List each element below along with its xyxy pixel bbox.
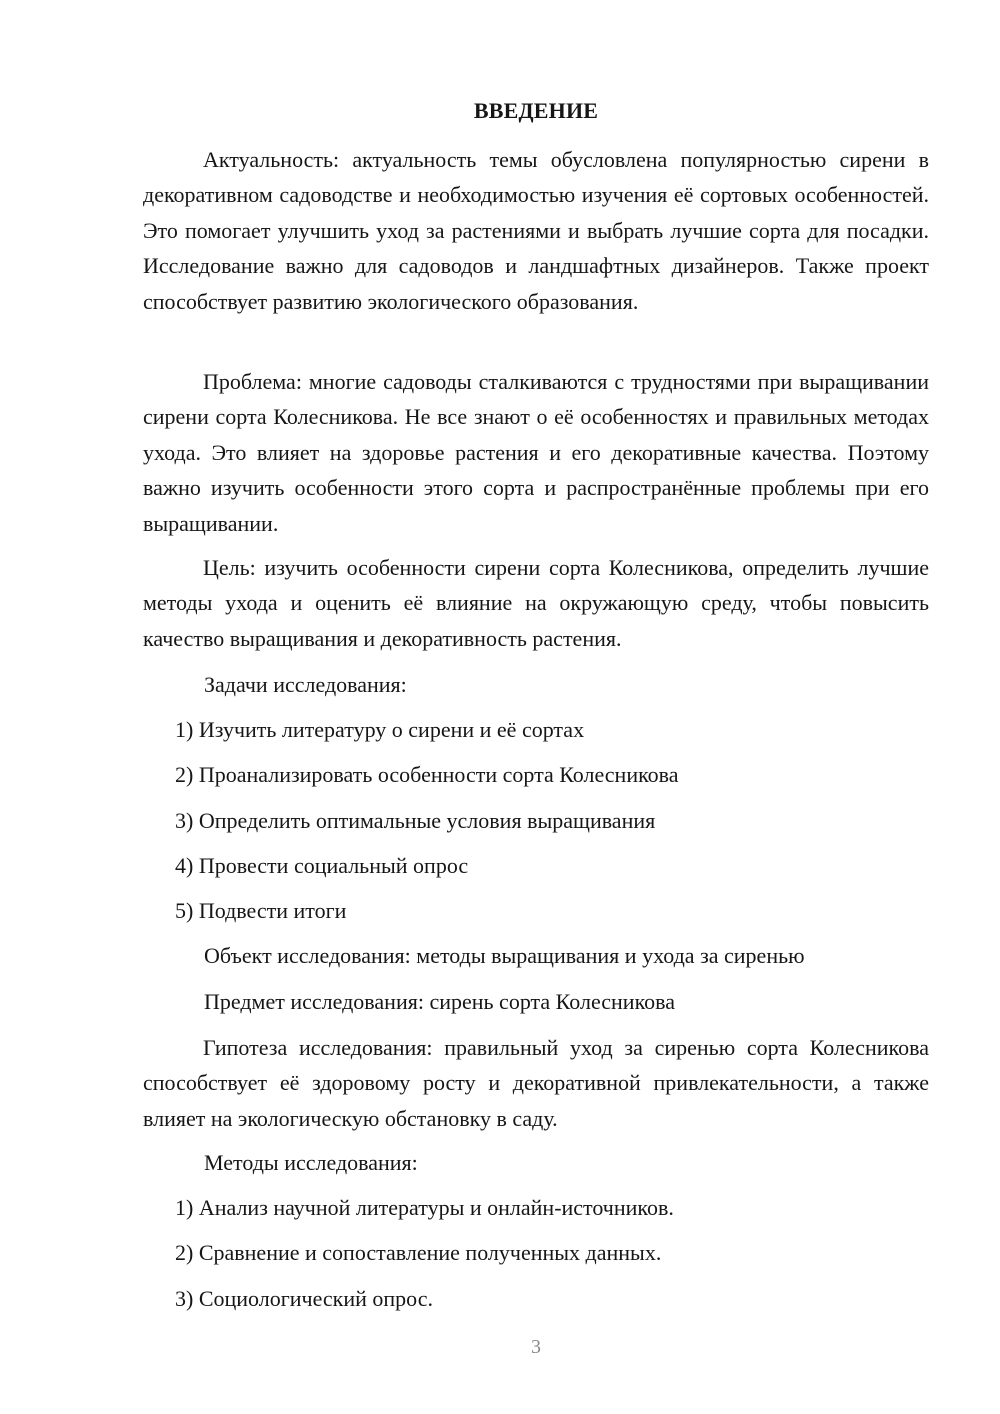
task-item-2: 2) Проанализировать особенности сорта Колесникова <box>175 762 679 787</box>
method-item-3: 3) Социологический опрос. <box>175 1286 433 1311</box>
method-item-2: 2) Сравнение и сопоставление полученных данных. <box>175 1240 662 1265</box>
research-subject: Предмет исследования: сирень сорта Колесникова <box>204 989 676 1014</box>
paragraph-hypothesis <box>143 1030 929 1136</box>
task-item-1: 1) Изучить литературу о сирени и её сортах <box>175 717 585 742</box>
task-item-3: 3) Определить оптимальные условия выращивания <box>175 808 656 833</box>
task-item-5: 5) Подвести итоги <box>175 898 347 923</box>
paragraph-goal <box>143 550 929 656</box>
page-title: ВВЕДЕНИЕ <box>473 98 599 123</box>
methods-heading: Методы исследования: <box>204 1150 418 1175</box>
task-item-4: 4) Провести социальный опрос <box>175 853 469 878</box>
paragraph-relevance <box>143 142 929 319</box>
paragraph-hypothesis-text: Гипотеза исследования: правильный уход за сиренью сорта Колесникова способствует её здоровому росту и декоративной привлекательности, а также влияет на экологическую обстановку в саду. <box>143 1035 929 1131</box>
method-item-1: 1) Анализ научной литературы и онлайн-источников. <box>175 1195 674 1220</box>
page-number: 3 <box>531 1336 541 1358</box>
paragraph-problem-text: Проблема: многие садоводы сталкиваются с трудностями при выращивании сирени сорта Колесникова. Не все знают о её особенностях и правильных методах ухода. Это влияет на здоровье растения и его декоративные качества. Поэтому важно изучить особенности этого сорта и распространённые проблемы при его выращивании. <box>143 369 929 536</box>
tasks-heading: Задачи исследования: <box>204 672 407 697</box>
research-object: Объект исследования: методы выращивания и ухода за сиренью <box>204 943 805 968</box>
paragraph-goal-text: Цель: изучить особенности сирени сорта Колесникова, определить лучшие методы ухода и оценить её влияние на окружающую среду, чтобы повысить качество выращивания и декоративность растения. <box>143 555 929 651</box>
paragraph-relevance-text: Актуальность: актуальность темы обусловлена популярностью сирени в декоративном садоводстве и необходимостью изучения её сортовых особенностей. Это помогает улучшить уход за растениями и выбрать лучшие сорта для посадки. Исследование важно для садоводов и ландшафтных дизайнеров. Также проект способствует развитию экологического образования. <box>143 147 929 314</box>
paragraph-problem <box>143 364 929 541</box>
